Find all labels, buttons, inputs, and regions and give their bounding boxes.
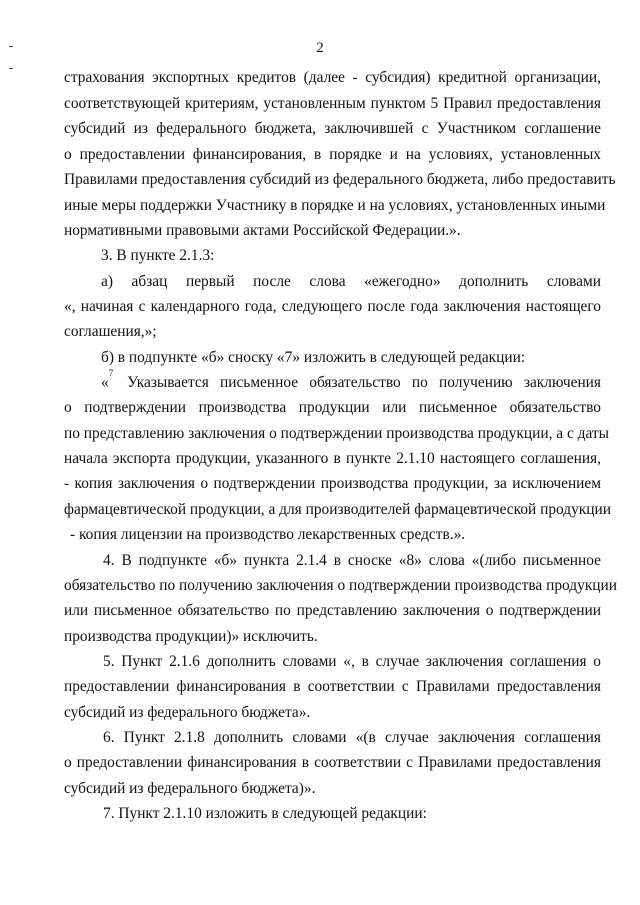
text-line: субсидий из федерального бюджета». bbox=[64, 704, 311, 721]
text-line: соглашения,»; bbox=[64, 323, 157, 340]
text-line: о подтверждении производства продукции или письменное обязательство bbox=[64, 399, 601, 416]
text-line: 6. Пункт 2.1.8 дополнить словами «(в случае заключения соглашения bbox=[103, 729, 601, 746]
text-line: производства продукции)» исключить. bbox=[64, 628, 318, 645]
text-line: о предоставлении финансирования в соответствии с Правилами предоставления bbox=[64, 754, 601, 771]
text-line: 4. В подпункте «б» пункта 2.1.4 в сноске «8» слова «(либо письменное bbox=[103, 552, 601, 569]
text-line: б) в подпункте «б» сноску «7» изложить в следующей редакции: bbox=[101, 349, 526, 366]
text-line: предоставлении финансирования в соответствии с Правилами предоставления bbox=[64, 678, 601, 695]
text-line: а) абзац первый после слова «ежегодно» дополнить словами bbox=[101, 273, 601, 290]
text-line: Указывается письменное обязательство по получению заключения bbox=[127, 374, 601, 391]
text-line: по представлению заключения о подтверждении производства продукции, а с даты bbox=[64, 425, 609, 442]
text-line: или письменное обязательство по представлению заключения о подтверждении bbox=[64, 602, 601, 619]
text-line: соответствующей критериям, установленным пунктом 5 Правил предоставления bbox=[64, 95, 601, 112]
text-line: Правилами предоставления субсидий из федерального бюджета, либо предоставить bbox=[64, 171, 616, 188]
text-line: «, начиная с календарного года, следующего после года заключения настоящего bbox=[64, 298, 601, 315]
text-line: - копия лицензии на производство лекарственных средств.». bbox=[70, 526, 466, 543]
text-line: - копия заключения о подтверждении производства продукции, за исключением bbox=[64, 475, 601, 492]
text-line: страхования экспортных кредитов (далее - субсидия) кредитной организации, bbox=[64, 69, 601, 86]
text-line: обязательство по получению заключения о подтверждении производства продукции bbox=[64, 577, 618, 594]
open-quote: « bbox=[101, 374, 109, 391]
text-line: иные меры поддержки Участнику в порядке и на условиях, установленных иными bbox=[64, 197, 606, 214]
footnote-mark: 7 bbox=[108, 368, 114, 378]
text-line: субсидий из федерального бюджета)». bbox=[64, 780, 316, 797]
text-line: начала экспорта продукции, указанного в пункте 2.1.10 настоящего соглашения, bbox=[64, 450, 601, 467]
text-line: о предоставлении финансирования, в порядке и на условиях, установленных bbox=[64, 146, 601, 163]
page-number: 2 bbox=[316, 40, 324, 56]
text-line: 7. Пункт 2.1.10 изложить в следующей редакции: bbox=[103, 805, 427, 822]
margin-mark bbox=[9, 68, 13, 69]
paragraph-heading: 3. В пункте 2.1.3: bbox=[101, 247, 215, 264]
text-line: субсидий из федерального бюджета, заключившей с Участником соглашение bbox=[64, 120, 601, 137]
text-line: фармацевтической продукции, а для производителей фармацевтической продукции bbox=[64, 501, 611, 518]
footnote-line bbox=[101, 368, 601, 393]
margin-mark bbox=[9, 46, 13, 47]
text-line: 5. Пункт 2.1.6 дополнить словами «, в случае заключения соглашения о bbox=[103, 653, 601, 670]
text-line: нормативными правовыми актами Российской Федерации.». bbox=[64, 222, 461, 239]
